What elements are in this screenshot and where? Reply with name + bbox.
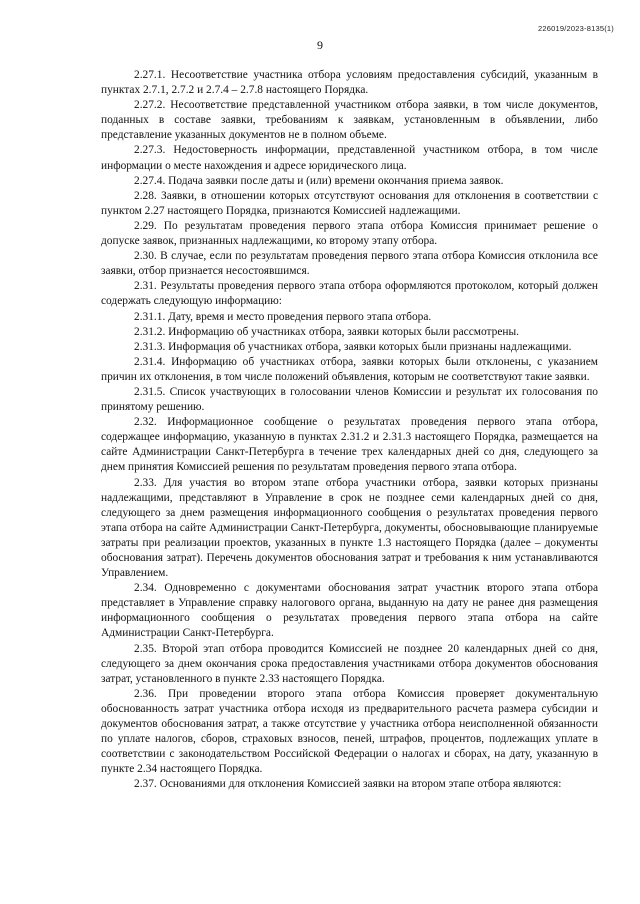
paragraph-2-28: 2.28. Заявки, в отношении которых отсутствуют основания для отклонения в соответствии с пунктом 2.27 настоящего Порядка, признаются Комиссией надлежащими. <box>101 189 598 217</box>
paragraph-2-37: 2.37. Основаниями для отклонения Комиссией заявки на втором этапе отбора являются: <box>134 778 562 791</box>
paragraph-2-27-3: 2.27.3. Недостоверность информации, представленной участником отбора, в том числе информации о месте нахождения и адресе юридического лица. <box>101 144 598 172</box>
paragraph-2-32: 2.32. Информационное сообщение о результатах проведения первого этапа отбора, содержащее информацию, указанную в пунктах 2.31.2 и 2.31.3 настоящего Порядка, размещается на сайте Администрации Санкт-Петербурга в течение трех календарных дней со дня, следующего за днем принятия Комиссией решения по результатам проведения первого этапа отбора. <box>101 416 598 474</box>
document-id: 226019/2023-8135(1) <box>538 24 614 33</box>
page-number: 9 <box>317 38 323 52</box>
paragraph-2-31-3: 2.31.3. Информация об участниках отбора, заявки которых были признаны надлежащими. <box>134 340 572 353</box>
paragraph-2-31-4: 2.31.4. Информацию об участниках отбора, заявки которых были отклонены, с указанием причин их отклонения, в том числе положений объявления, которым не соответствуют такие заявки. <box>101 355 598 383</box>
paragraph-2-27-4: 2.27.4. Подача заявки после даты и (или) времени окончания приема заявок. <box>134 174 504 187</box>
paragraph-2-29: 2.29. По результатам проведения первого этапа отбора Комиссия принимает решение о допуске заявок, признанных надлежащими, ко второму этапу отбора. <box>101 219 598 248</box>
paragraph-2-30: 2.30. В случае, если по результатам проведения первого этапа отбора Комиссия отклонила все заявки, отбор признается несостоявшимся. <box>101 250 598 278</box>
document-body <box>101 68 598 793</box>
paragraph-2-34: 2.34. Одновременно с документами обоснования затрат участник второго этапа отбора представляет в Управление справку налогового органа, выданную на дату не ранее дня размещения информационного сообщения о результатах проведения первого этапа отбора на сайте Администрации Санкт-Петербурга. <box>101 582 598 640</box>
paragraph-2-31-1: 2.31.1. Дату, время и место проведения первого этапа отбора. <box>134 310 432 323</box>
paragraph-2-31: 2.31. Результаты проведения первого этапа отбора оформляются протоколом, который должен содержать следующую информацию: <box>101 280 598 308</box>
paragraph-2-27-1: 2.27.1. Несоответствие участника отбора условиям предоставления субсидий, указанным в пунктах 2.7.1, 2.7.2 и 2.7.4 – 2.7.8 настоящего Порядка. <box>101 69 598 97</box>
paragraph-2-35: 2.35. Второй этап отбора проводится Комиссией не позднее 20 календарных дней со дня, следующего за днем окончания срока предоставления участниками отбора документов обоснования затрат, установленного в пункте 2.33 настоящего Порядка. <box>101 642 598 685</box>
paragraph-2-31-2: 2.31.2. Информацию об участниках отбора, заявки которых были рассмотрены. <box>134 325 520 338</box>
paragraph-2-36: 2.36. При проведении второго этапа отбора Комиссия проверяет документальную обоснованность затрат участника отбора исходя из предварительного расчета размера субсидии и документов обоснования затрат, а также отсутствие у участника отбора неисполненной обязанности по уплате налогов, сборов, страховых взносов, пеней, штрафов, процентов, подлежащих уплате в соответствии с законодательством Российской Федерации о налогах и сборах, на дату, указанную в пункте 2.34 настоящего Порядка. <box>101 687 598 776</box>
paragraph-2-31-5: 2.31.5. Список участвующих в голосовании членов Комиссии и результат их голосования по принятому решению. <box>101 385 598 414</box>
paragraph-2-27-2: 2.27.2. Несоответствие представленной участником отбора заявки, в том числе документов, поданных в составе заявки, требованиям к заявкам, установленным в объявлении, либо представление указанных документов не в полном объеме. <box>101 99 598 142</box>
paragraph-2-33: 2.33. Для участия во втором этапе отбора участники отбора, заявки которых признаны надлежащими, представляют в Управление в срок не позднее семи календарных дней со дня, следующего за днем размещения информационного сообщения о результатах проведения первого этапа отбора на сайте Администрации Санкт-Петербурга, документы, обосновывающие планируемые затраты при реализации проектов, указанных в пункте 1.3 настоящего Порядка (далее – документы обоснования затрат). Перечень документов обоснования затрат и требования к ним устанавливаются Управлением. <box>101 476 598 580</box>
